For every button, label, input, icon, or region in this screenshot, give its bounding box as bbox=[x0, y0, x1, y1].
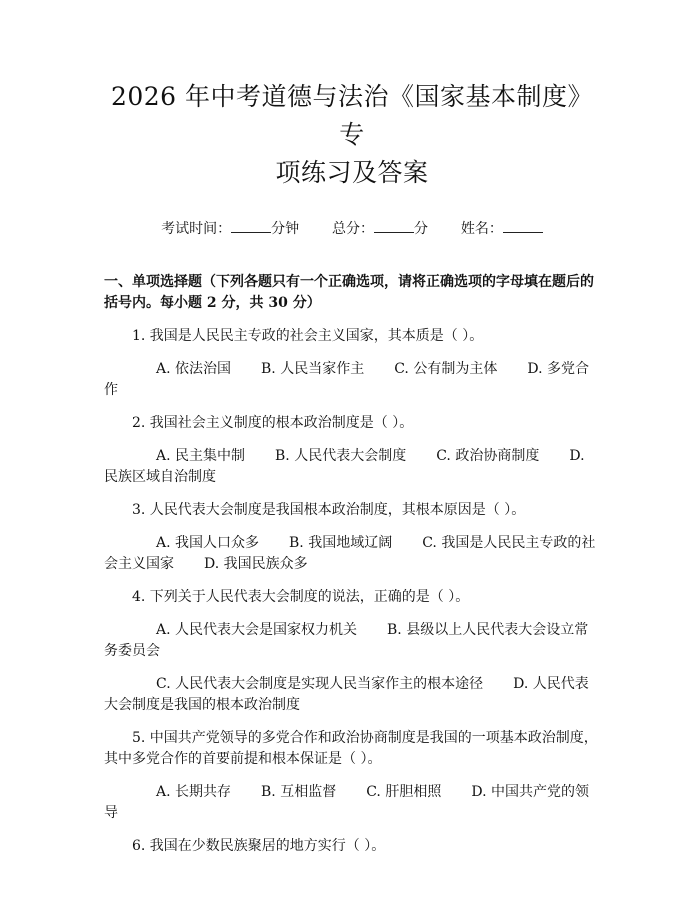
q5-option-d: D. 中国共产党的领导 bbox=[104, 784, 589, 821]
score-blank[interactable] bbox=[374, 220, 414, 233]
question-1-options bbox=[104, 359, 600, 401]
section-heading: 一、单项选择题（下列各题只有一个正确选项，请将正确选项的字母填在题后的括号内。每小题 2 分，共 30 分） bbox=[104, 274, 594, 311]
q4-option-c: C. 人民代表大会制度是实现人民当家作主的根本途径 bbox=[156, 676, 484, 692]
title-line-1: 2026 年中考道德与法治《国家基本制度》专 bbox=[110, 82, 594, 149]
question-4-stem: 4. 下列关于人民代表大会制度的说法，正确的是（ ）。 bbox=[132, 589, 470, 605]
name-label: 姓名： bbox=[460, 221, 503, 237]
q2-option-d: D. 民族区域自治制度 bbox=[104, 448, 585, 485]
q1-option-a: A. 依法治国 bbox=[156, 361, 232, 377]
question-1-stem: 1. 我国是人民民主专政的社会主义国家，其本质是（ ）。 bbox=[132, 328, 484, 344]
title-line-2: 项练习及答案 bbox=[275, 158, 429, 187]
time-unit: 分钟 bbox=[271, 221, 300, 237]
q3-option-a: A. 我国人口众多 bbox=[156, 535, 260, 551]
q5-option-a: A. 长期共存 bbox=[156, 784, 232, 800]
score-unit: 分 bbox=[414, 221, 428, 237]
document-title bbox=[104, 78, 600, 192]
time-blank[interactable] bbox=[231, 220, 271, 233]
question-2-stem: 2. 我国社会主义制度的根本政治制度是（ ）。 bbox=[132, 415, 414, 431]
question-3-stem: 3. 人民代表大会制度是我国根本政治制度，其根本原因是（ ）。 bbox=[132, 502, 526, 518]
q4-option-a: A. 人民代表大会是国家权力机关 bbox=[156, 622, 358, 638]
q2-option-c: C. 政治协商制度 bbox=[436, 448, 540, 464]
exam-meta bbox=[104, 218, 600, 238]
score-label: 总分： bbox=[332, 221, 374, 237]
q3-option-c: C. 我国是人民民主专政的社会主义国家 bbox=[104, 535, 596, 572]
q1-option-c: C. 公有制为主体 bbox=[394, 361, 498, 377]
q2-option-a: A. 民主集中制 bbox=[156, 448, 246, 464]
q1-option-d: D. 多党合作 bbox=[104, 361, 589, 398]
question-2-options bbox=[104, 446, 600, 488]
question-5-options bbox=[104, 782, 600, 824]
q5-option-b: B. 互相监督 bbox=[261, 784, 337, 800]
q4-option-d: D. 人民代表大会制度是我国的根本政治制度 bbox=[104, 676, 589, 713]
q3-option-d: D. 我国民族众多 bbox=[204, 556, 308, 572]
time-label: 考试时间： bbox=[161, 221, 232, 237]
question-6-stem: 6. 我国在少数民族聚居的地方实行（ ）。 bbox=[132, 838, 386, 854]
question-4-options-row-1 bbox=[104, 620, 600, 662]
q5-option-c: C. 肝胆相照 bbox=[366, 784, 442, 800]
q3-option-b: B. 我国地域辽阔 bbox=[289, 535, 393, 551]
q4-option-b: B. 县级以上人民代表大会设立常务委员会 bbox=[104, 622, 589, 659]
q1-option-b: B. 人民当家作主 bbox=[261, 361, 365, 377]
question-3-options bbox=[104, 533, 600, 575]
question-4-options-row-2 bbox=[104, 674, 600, 716]
q2-option-b: B. 人民代表大会制度 bbox=[275, 448, 407, 464]
question-5-stem: 5. 中国共产党领导的多党合作和政治协商制度是我国的一项基本政治制度，其中多党合作的首要前提和根本保证是（ ）。 bbox=[104, 730, 598, 767]
name-blank[interactable] bbox=[503, 220, 543, 233]
